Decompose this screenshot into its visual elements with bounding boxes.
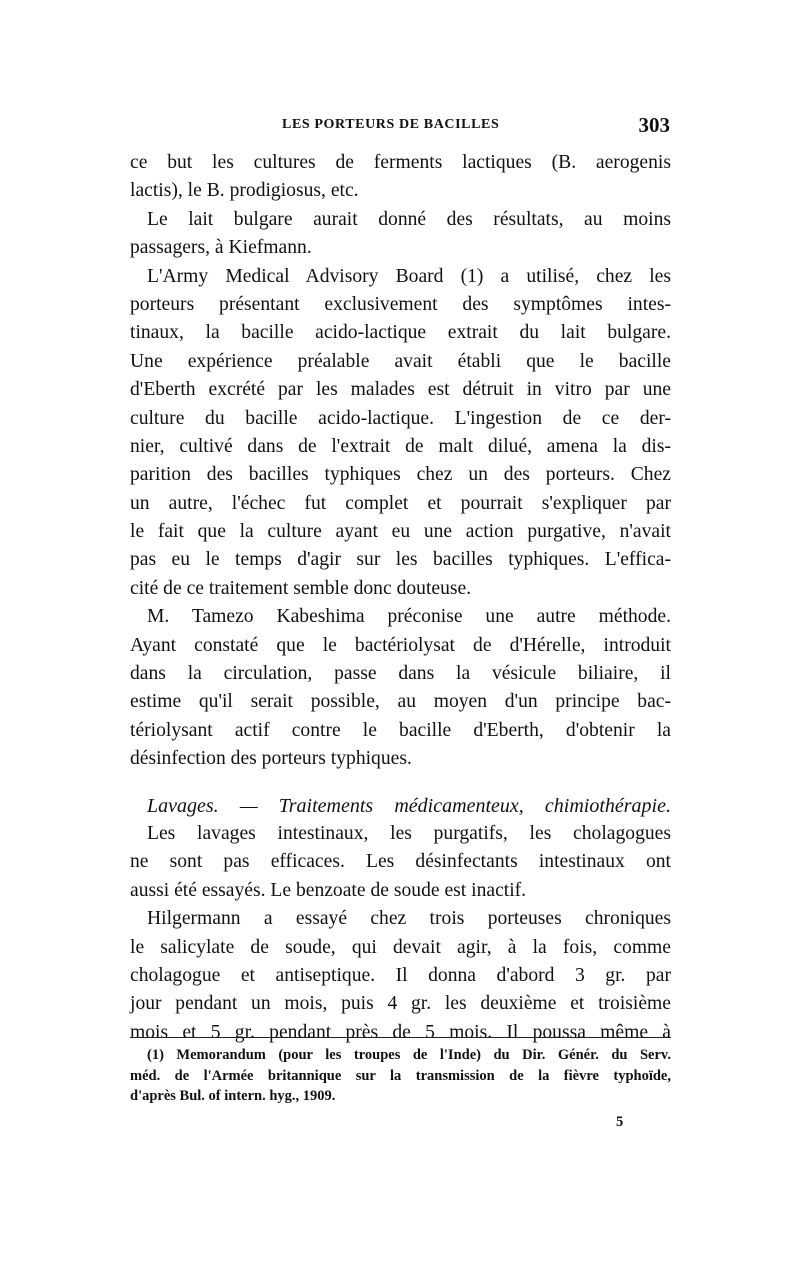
signature-mark: 5 bbox=[616, 1114, 624, 1130]
text-line: Les lavages intestinaux, les purgatifs, les cholagogues bbox=[147, 822, 671, 844]
text-line: jour pendant un mois, puis 4 gr. les deuxième et troisième bbox=[130, 993, 671, 1015]
text-line: tinaux, la bacille acido-lactique extrait du lait bulgare. bbox=[130, 322, 671, 344]
text-line: tériolysant actif contre le bacille d'Eberth, d'obtenir la bbox=[130, 719, 671, 741]
text-line: Ayant constaté que le bactériolysat de d'Hérelle, introduit bbox=[130, 634, 671, 656]
text-line: nier, cultivé dans de l'extrait de malt dilué, amena la dis- bbox=[130, 435, 671, 457]
text-line: estime qu'il serait possible, au moyen d'un principe bac- bbox=[130, 691, 671, 713]
text-line: dans la circulation, passe dans la vésicule biliaire, il bbox=[130, 663, 671, 685]
text-line: ce but les cultures de ferments lactiques (B. aerogenis bbox=[130, 152, 671, 173]
running-title: LES PORTEURS DE BACILLES bbox=[282, 117, 500, 132]
text-line: cholagogue et antiseptique. Il donna d'abord 3 gr. par bbox=[130, 964, 671, 986]
footnote-rule bbox=[130, 1037, 671, 1038]
text-line: un autre, l'échec fut complet et pourrait s'expliquer par bbox=[130, 492, 671, 514]
text-line: L'Army Medical Advisory Board (1) a utilisé, chez les bbox=[147, 265, 671, 287]
text-line: Une expérience préalable avait établi que le bacille bbox=[130, 350, 671, 372]
text-line: pas eu le temps d'agir sur les bacilles typhiques. L'effica- bbox=[130, 549, 671, 571]
text-line: désinfection des porteurs typhiques. bbox=[130, 748, 412, 770]
section-gap bbox=[130, 774, 671, 792]
running-head bbox=[130, 113, 670, 141]
text-line: le fait que la culture ayant eu une action purgative, n'avait bbox=[130, 521, 671, 543]
text-line: lactis), le B. prodigiosus, etc. bbox=[130, 180, 359, 202]
page-number: 303 bbox=[638, 113, 670, 137]
text-line: le salicylate de soude, qui devait agir, à la fois, comme bbox=[130, 936, 671, 958]
body-text bbox=[130, 149, 671, 1047]
text-line: mois et 5 gr. pendant près de 5 mois. Il poussa même à bbox=[130, 1021, 671, 1043]
text-line: Le lait bulgare aurait donné des résultats, au moins bbox=[147, 208, 671, 230]
text-line: aussi été essayés. Le benzoate de soude est inactif. bbox=[130, 879, 527, 901]
text-line: parition des bacilles typhiques chez un des porteurs. Chez bbox=[130, 464, 671, 486]
footnote bbox=[130, 1045, 671, 1107]
text-line: porteurs présentant exclusivement des symptômes intes- bbox=[130, 293, 671, 315]
section-heading: Lavages. — Traitements médicamenteux, chimiothérapie. bbox=[147, 794, 671, 817]
text-line: passagers, à Kiefmann. bbox=[130, 237, 312, 259]
text-line: d'Eberth excrété par les malades est détruit in vitro par une bbox=[130, 379, 671, 401]
footnote-line: (1) Memorandum (pour les troupes de l'Inde) du Dir. Génér. du Serv. bbox=[147, 1047, 671, 1063]
text-line: Hilgermann a essayé chez trois porteuses chroniques bbox=[147, 908, 671, 930]
footnote-line: méd. de l'Armée britannique sur la transmission de la fièvre typhoïde, bbox=[130, 1067, 671, 1084]
text-line: cité de ce traitement semble donc douteuse. bbox=[130, 577, 472, 599]
text-line: culture du bacille acido-lactique. L'ingestion de ce der- bbox=[130, 407, 671, 429]
footnote-line: d'après Bul. of intern. hyg., 1909. bbox=[130, 1088, 336, 1104]
text-line: M. Tamezo Kabeshima préconise une autre méthode. bbox=[147, 606, 671, 628]
text-line: ne sont pas efficaces. Les désinfectants intestinaux ont bbox=[130, 851, 671, 873]
